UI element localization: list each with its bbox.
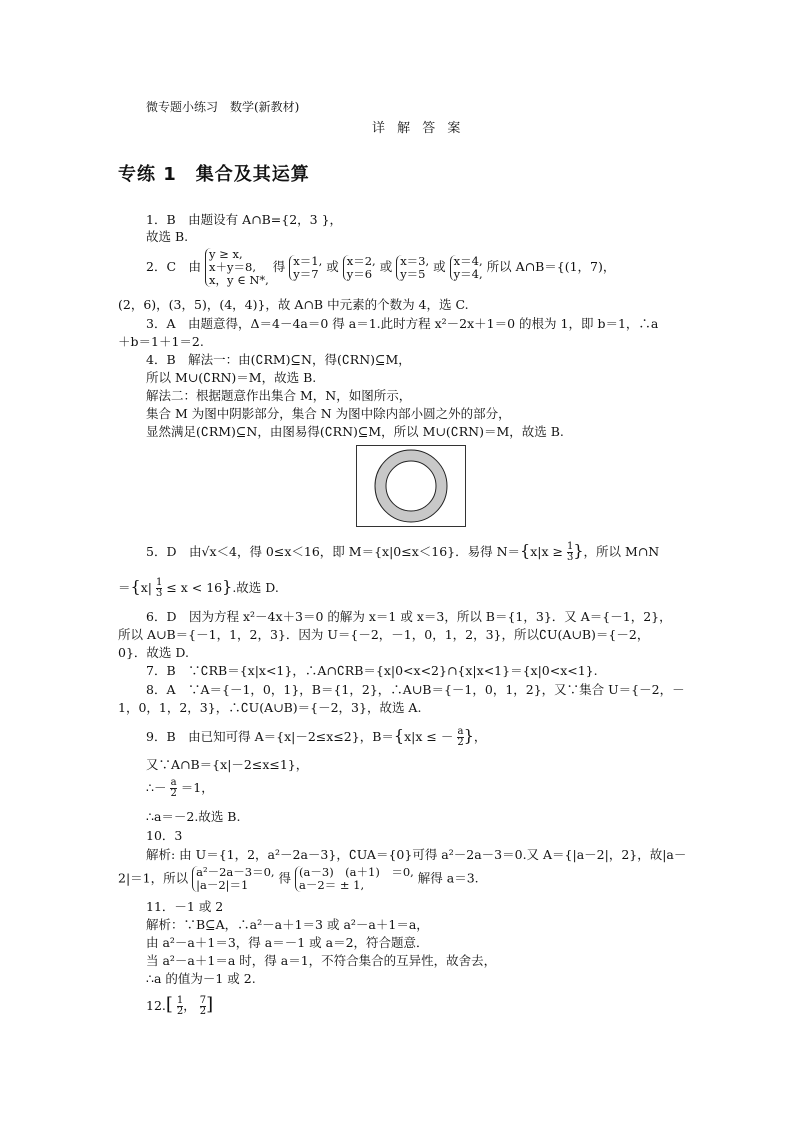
text: .故选 D.: [232, 580, 279, 595]
numerator: 1: [176, 995, 184, 1006]
header-subject: 微专题小练习 数学(新教材): [146, 100, 300, 114]
sys-line: y＝6: [346, 266, 373, 281]
brace-open: {: [130, 577, 141, 596]
header-answers: 详 解 答 案: [372, 121, 465, 136]
answer-8-line2: 1，0，1，2，3}，∴∁U(A∪B)＝{－2，3}，故选 A.: [118, 700, 422, 715]
solution-system: [450, 255, 483, 281]
bracket-close: ]: [206, 994, 214, 1015]
text: 5．D 由√x＜4，得 0≤x＜16，即 M＝{x|0≤x＜16}．易得 N＝: [146, 544, 521, 559]
denominator: 2: [457, 737, 464, 748]
answer-11-line4: ∴a 的值为－1 或 2.: [146, 971, 256, 986]
text: 得: [278, 870, 292, 886]
numerator: 7: [199, 995, 207, 1006]
text: 所以 A∩B＝{(1，7)，: [486, 259, 616, 274]
text: 或: [326, 259, 339, 274]
sys-line: x＝4,: [453, 253, 483, 268]
bracket-open: [: [165, 994, 173, 1015]
text: 12.: [146, 998, 166, 1013]
answer-10-line2: [118, 866, 479, 892]
answer-5-line1: [146, 542, 659, 563]
answer-7: 7．B ∵∁RB＝{x|x<1}，∴A∩∁RB＝{x|0<x<2}∩{x|x<1}＝{x|0<x<1}.: [146, 663, 598, 678]
fraction-a-over-2: [170, 778, 176, 799]
solution-system: [343, 255, 376, 281]
text: ＝1，: [180, 780, 214, 795]
set-condition: x|x ≤ －: [404, 729, 454, 744]
brace-close: }: [463, 726, 474, 745]
sys-line: a²－2a－3＝0,: [196, 865, 275, 879]
fraction-one-third: [156, 578, 162, 599]
answer-11-line1: 解析：∵B⊆A，∴a²－a＋1＝3 或 a²－a＋1＝a，: [146, 917, 429, 932]
text: ，: [183, 998, 196, 1013]
sys-line: |a－2|＝1: [196, 878, 249, 892]
sys-line: y＝7: [293, 266, 319, 281]
venn-diagram: [356, 445, 466, 527]
equation-system: [295, 866, 414, 892]
answer-9-line1: [146, 727, 486, 748]
sys-line: y ≥ x,: [209, 247, 243, 261]
brace-open: {: [520, 541, 531, 560]
set-condition: x|: [140, 580, 152, 595]
answer-6-line3: 0}．故选 D.: [118, 645, 189, 660]
numerator: a: [457, 726, 464, 737]
answer-11-line2: 由 a²－a＋1＝3，得 a＝－1 或 a＝2，符合题意．: [146, 935, 429, 950]
denominator: 2: [199, 1006, 207, 1017]
text: 9．B 由已知可得 A＝{x|－2≤x≤2}，B＝: [146, 729, 394, 744]
text: 或: [379, 259, 393, 274]
set-condition: x|x ≥: [530, 544, 563, 559]
answer-4-line4: 集合 M 为图中阴影部分，集合 N 为图中除内部小圆之外的部分，: [146, 406, 511, 421]
answer-2-line2: (2，6)，(3，5)，(4，4)}，故 A∩B 中元素的个数为 4，选 C.: [118, 297, 469, 312]
answer-6-line2: 所以 A∪B＝{－1，1，2，3}．因为 U＝{－2，－1，0，1，2，3}，所以∁U(A∪B)＝{－2，: [118, 627, 650, 642]
text: 2|＝1，所以: [118, 870, 189, 886]
answer-9-line4: ∴a＝－2.故选 B.: [146, 809, 241, 824]
solution-system: [289, 255, 322, 281]
answer-4-line3: 解法二：根据题意作出集合 M，N，如图所示，: [146, 388, 412, 403]
equation-system: [192, 866, 274, 892]
numerator: 1: [566, 541, 574, 552]
answer-1-line2: 故选 B.: [146, 229, 189, 244]
answer-4-line2: 所以 M∪(∁RN)＝M，故选 B.: [146, 370, 317, 385]
text: 解得 a＝3.: [417, 870, 479, 886]
text: 得: [272, 259, 286, 274]
sys-line: a－2＝ ± 1,: [299, 878, 365, 892]
sys-line: x＝3,: [400, 253, 430, 268]
sys-line: x＝1,: [293, 253, 323, 268]
brace-close: }: [573, 541, 584, 560]
answer-2-line1: [146, 248, 615, 287]
answer-9-line2: 又∵A∩B＝{x|－2≤x≤1}，: [146, 757, 309, 772]
answer-6-line1: 6．D 因为方程 x²－4x＋3＝0 的解为 x＝1 或 x＝3，所以 B＝{1，3}．又 A＝{－1，2}，: [146, 609, 672, 624]
answer-5-line2: [118, 578, 279, 599]
inner-circle: [386, 461, 436, 511]
denominator: 2: [170, 788, 177, 799]
denominator: 3: [566, 552, 574, 563]
system-of-conditions: [205, 248, 269, 287]
sys-line: (a－3) (a＋1) ＝0,: [299, 865, 414, 879]
sys-line: x＝2,: [346, 253, 376, 268]
denominator: 3: [155, 588, 163, 599]
answer-4-line5: 显然满足(∁RM)⊆N，由图易得(∁RN)⊆M，所以 M∪(∁RN)＝M，故选 B.: [146, 424, 564, 439]
answer-4-line1: 4．B 解法一：由(∁RM)⊆N，得(∁RN)⊆M，: [146, 352, 411, 367]
sys-line: x＋y＝8,: [209, 260, 256, 274]
answer-10-line1: 解析: 由 U＝{1，2，a²－2a－3}，∁UA＝{0}可得 a²－2a－3＝0.又 A＝{|a－2|，2}，故|a－: [146, 847, 687, 862]
sys-line: y＝5: [400, 266, 426, 281]
sys-line: x，y ∈ N*,: [209, 273, 269, 287]
section-title: 专练 1 集合及其运算: [118, 164, 310, 185]
answer-3-line2: ＋b＝1＋1＝2.: [118, 334, 204, 349]
answer-10-title: 10．3: [146, 828, 183, 843]
answer-8-line1: 8．A ∵A＝{－1，0，1}，B＝{1，2}，∴A∪B＝{－1，0，1，2}，又∵集合 U＝{－2，－: [146, 682, 685, 697]
text: 2．C 由: [146, 259, 202, 274]
numerator: 1: [155, 577, 163, 588]
brace-close: }: [222, 577, 233, 596]
solution-system: [396, 255, 429, 281]
denominator: 2: [176, 1006, 184, 1017]
answer-12: [146, 996, 213, 1017]
answer-1-line1: 1．B 由题设有 A∩B={2，3 }，: [146, 212, 343, 227]
answer-3-line1: 3．A 由题意得，Δ＝4－4a＝0 得 a＝1.此时方程 x²－2x＋1＝0 的根为 1，即 b＝1，∴a: [146, 316, 659, 331]
sys-line: y＝4,: [453, 266, 483, 281]
text: ，: [473, 729, 487, 744]
brace-open: {: [393, 726, 405, 745]
answer-11-title: 11．－1 或 2: [146, 899, 224, 914]
text: ∴－: [146, 780, 167, 795]
text: ，所以 M∩N: [583, 544, 660, 559]
text: ＝: [118, 580, 131, 595]
set-condition: ≤ x < 16: [166, 580, 223, 595]
answer-9-line3: [146, 778, 214, 799]
text: 或: [433, 259, 446, 274]
numerator: a: [170, 777, 177, 788]
answer-11-line3: 当 a²－a＋1＝a 时，得 a＝1，不符合集合的互异性，故舍去，: [146, 953, 497, 968]
venn-diagram-svg: [357, 446, 465, 526]
